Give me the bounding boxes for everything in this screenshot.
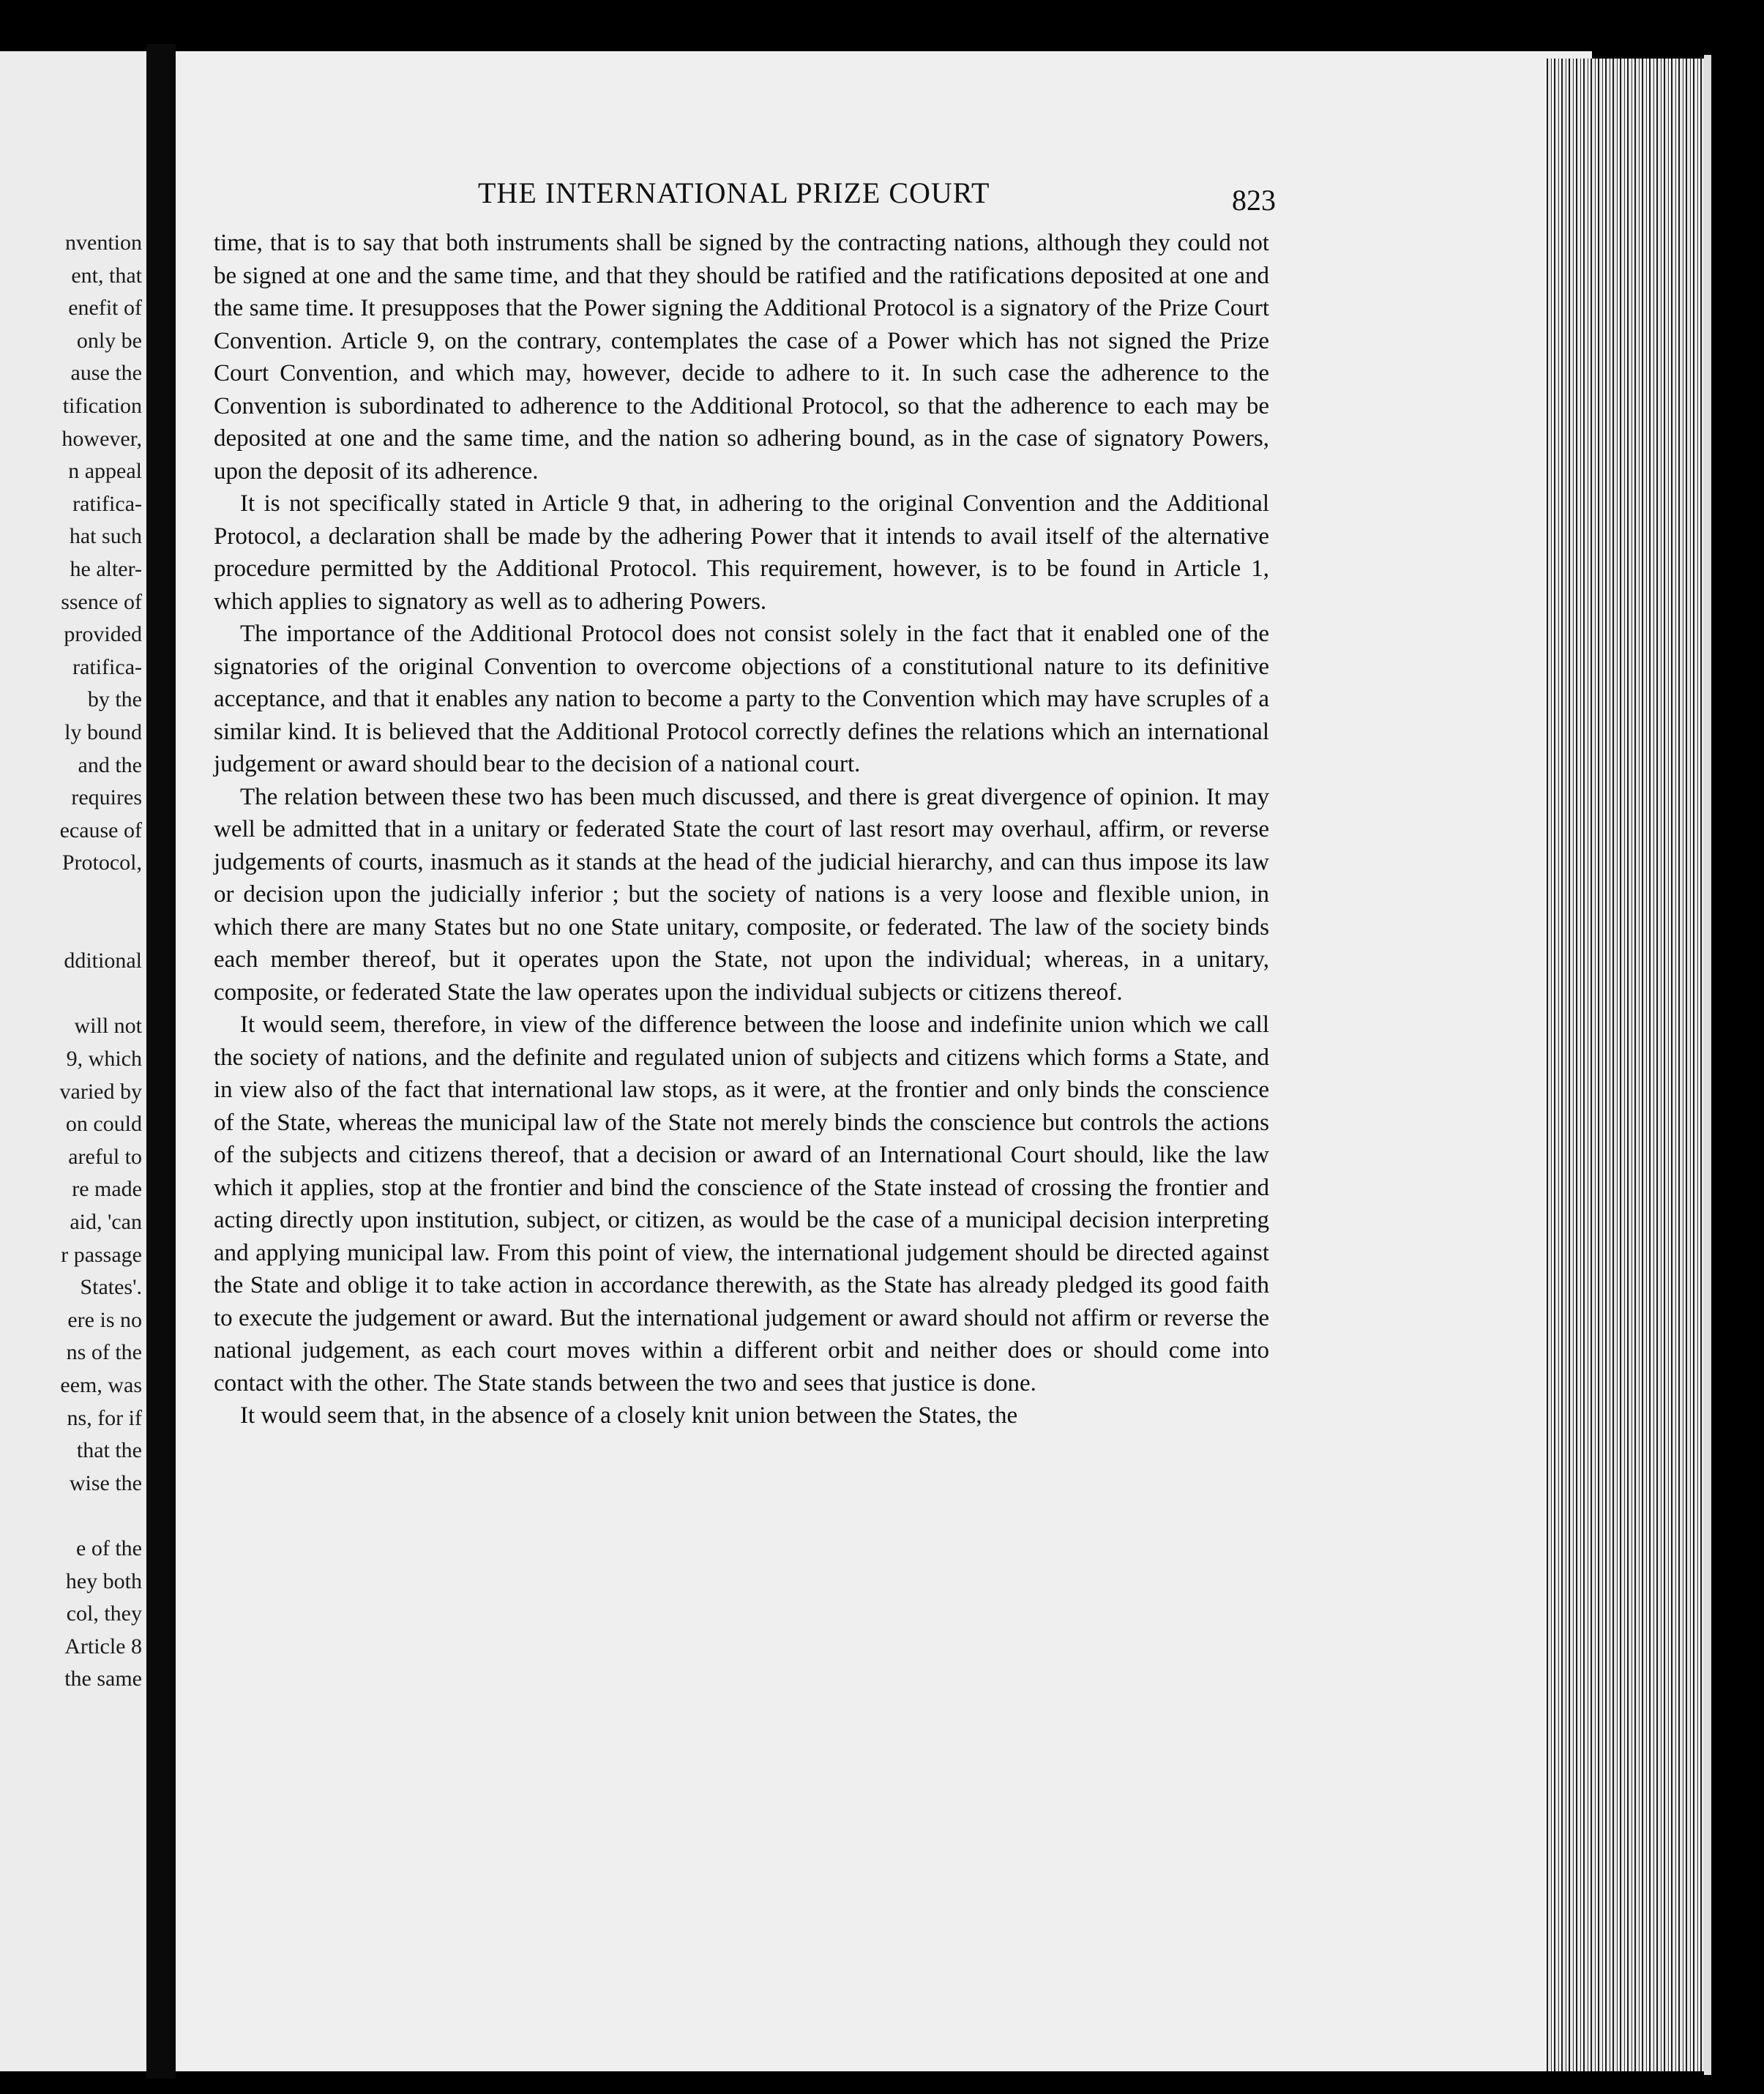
left-page-line: tification	[62, 394, 142, 418]
left-page-line: the same	[64, 1667, 142, 1691]
left-page-line: col, they	[66, 1601, 142, 1626]
left-page-line: Protocol,	[61, 850, 142, 875]
left-page-line: dditional	[64, 949, 142, 973]
left-page-line: however,	[61, 426, 142, 451]
left-page-line: areful to	[68, 1144, 142, 1169]
left-page-line: ns, for if	[67, 1405, 142, 1430]
left-page-line: e of the	[76, 1536, 142, 1560]
left-page-line: and the	[78, 752, 142, 777]
left-page-line: Article 8	[64, 1634, 142, 1659]
left-page-line: will not	[74, 1014, 142, 1039]
page-header	[176, 176, 1592, 220]
left-page-line: hey both	[65, 1568, 142, 1593]
left-page-line: n appeal	[68, 459, 142, 484]
left-page-line: ly bound	[64, 720, 142, 744]
left-page-line: States'.	[80, 1275, 142, 1300]
left-page-line: that the	[76, 1438, 142, 1463]
left-page-line: ause the	[70, 361, 142, 386]
left-page-line: ere is no	[67, 1307, 142, 1332]
paragraph: It would seem that, in the absence of a closely knit union between the States, the	[240, 1402, 1018, 1429]
body-text	[214, 227, 1269, 1432]
left-page-line: nvention	[65, 231, 142, 255]
left-page-line: eem, was	[60, 1373, 142, 1397]
paragraph: The importance of the Additional Protocol does not consist solely in the fact that it enabled one of the signatories of the original Convention to overcome objections of a constitutional nature to its definitive acceptance, and that it enables any nation to become a party to the Convention which may have scruples of a similar kind. It is believed that the Additional Protocol correctly defines the relations which an international judgement or award should bear to the decision of a national court.	[214, 621, 1269, 777]
left-page-line: ratifica-	[72, 654, 142, 679]
book-gutter	[146, 44, 176, 2079]
paragraph: It is not specifically stated in Article 9 that, in adhering to the original Convention and the Additional Protocol, a declaration shall be made by the adhering Power that it intends to avail itself of the alternative procedure permitted by the Additional Protocol. This requirement, however, is to be found in Article 1, which applies to signatory as well as to adhering Powers.	[214, 490, 1269, 615]
paragraph: time, that is to say that both instruments shall be signed by the contracting nations, although they could not be signed at one and the same time, and that they should be ratified and the ratifications deposited at one and the same time. It presupposes that the Power signing the Additional Protocol is a signatory of the Prize Court Convention. Article 9, on the contrary, contemplates the case of a Power which has not signed the Prize Court Convention, and which may, however, decide to adhere to it. In such case the adherence to the Convention is subordinated to adherence to the Additional Protocol, so that the adherence to each may be deposited at one and the same time, and the nation so adhering bound, as in the case of signatory Powers, upon the deposit of its adherence.	[214, 230, 1269, 485]
page-number: 823	[1232, 184, 1276, 217]
left-page-line: aid, 'can	[70, 1210, 142, 1234]
paragraph: It would seem, therefore, in view of the difference between the loose and indefinite union which we call the society of nations, and the definite and regulated union of subjects and citizens which forms a State, and in view also of the fact that international law stops, as it were, at the frontier and only binds the conscience of the State, whereas the municipal law of the State not merely binds the conscience but controls the actions of the subjects and citizens thereof, that a decision or award of an International Court should, like the law which it applies, stop at the frontier and bind the conscience of the State instead of crossing the frontier and acting directly upon institution, subject, or citizen, as would be the case of a municipal decision interpreting and applying municipal law. From this point of view, the international judgement should be directed against the State and oblige it to take action in accordance therewith, as the State has already pledged its good faith to execute the judgement or award. But the international judgement or award should not affirm or reverse the national judgement, as each court moves within a different orbit and neither does or should come into contact with the other. The State stands between the two and sees that justice is done.	[214, 1012, 1269, 1396]
left-page-line: 9, which	[66, 1047, 142, 1071]
left-page-line: ns of the	[66, 1340, 142, 1365]
left-page-line: by the	[87, 687, 142, 712]
left-page-line: ssence of	[61, 589, 142, 614]
book-page	[176, 51, 1592, 2071]
left-page-line: requires	[71, 785, 142, 810]
left-page-line: ratifica-	[72, 491, 142, 516]
left-page-line: enefit of	[68, 296, 142, 321]
left-page-line: re made	[72, 1177, 142, 1202]
left-facing-page	[0, 51, 146, 2071]
running-title: THE INTERNATIONAL PRIZE COURT	[478, 176, 990, 209]
page-edge-border	[1704, 55, 1711, 2075]
left-page-line: only be	[76, 328, 142, 353]
left-page-line: ent, that	[71, 263, 142, 288]
page-edges	[1544, 59, 1705, 2071]
left-page-line: ecause of	[59, 818, 142, 842]
left-page-line: varied by	[59, 1079, 142, 1104]
left-page-line: on could	[65, 1112, 142, 1137]
left-page-line: hat such	[69, 524, 142, 549]
paragraph: The relation between these two has been much discussed, and there is great divergence of opinion. It may well be admitted that in a unitary or federated State the court of last resort may overhaul, affirm, or reverse judgements of courts, inasmuch as it stands at the head of the judicial hierarchy, and can thus impose its law or decision upon the judicially inferior ; but the society of nations is a very loose and flexible union, in which there are many States but no one State unitary, composite, or federated. The law of the society binds each member thereof, but it operates upon the State, not upon the individual; whereas, in a unitary, composite, or federated State the law operates upon the individual subjects or citizens thereof.	[214, 783, 1269, 1006]
left-page-line: provided	[64, 622, 142, 647]
left-page-line: r passage	[61, 1242, 142, 1267]
left-page-line: he alter-	[70, 557, 142, 581]
left-page-line: wise the	[69, 1470, 142, 1495]
